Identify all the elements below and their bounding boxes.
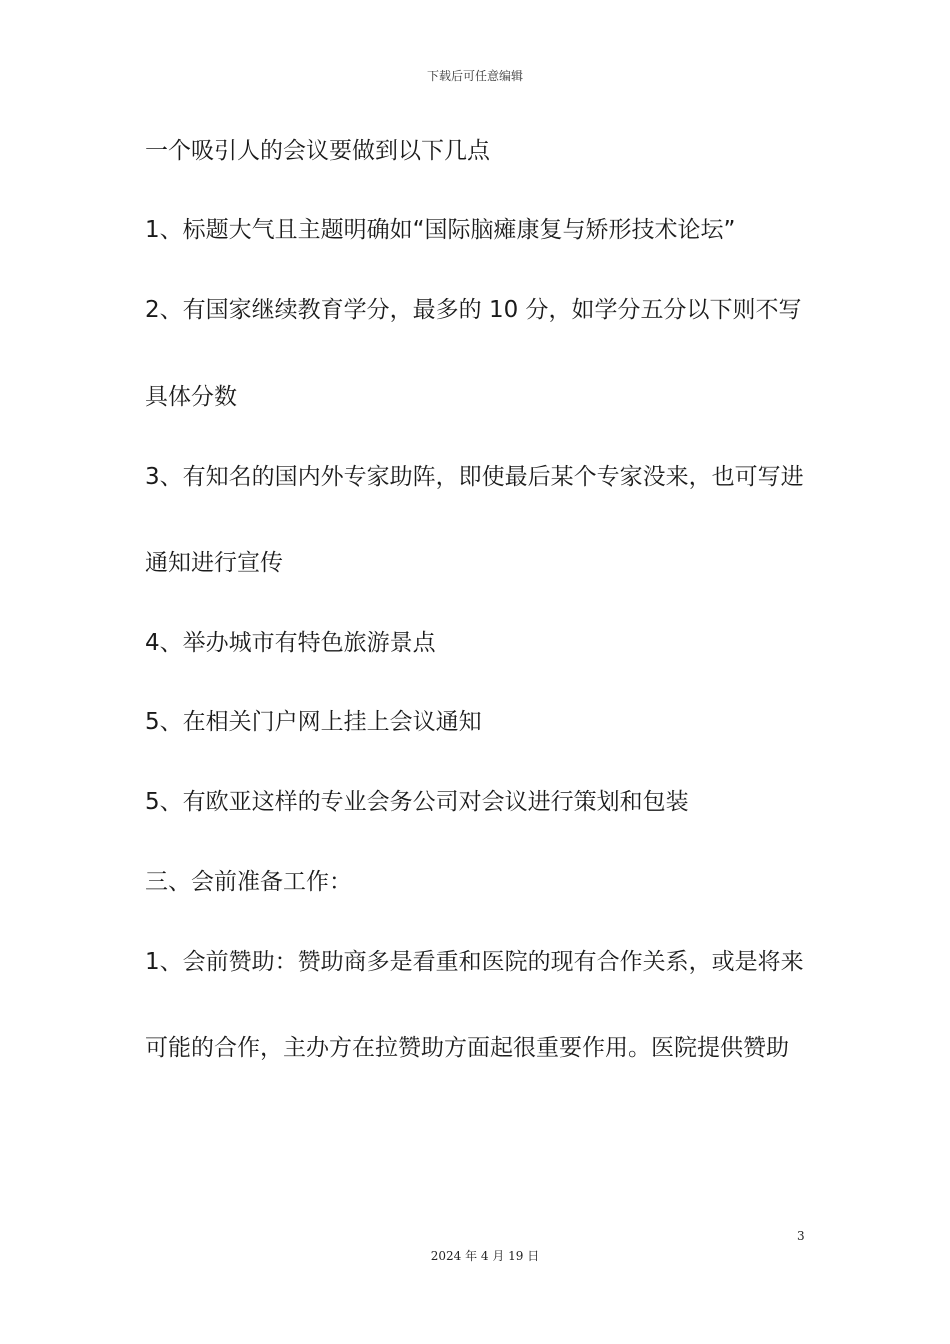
page-number: 3: [797, 1229, 805, 1243]
section-heading: 三、会前准备工作：: [145, 869, 352, 895]
sponsorship-line: 1、会前赞助：赞助商多是看重和医院的现有合作关系，或是将来: [145, 949, 804, 975]
list-item-1: 1、标题大气且主题明确如“国际脑瘫康复与矫形技术论坛”: [145, 217, 736, 243]
list-item-2-continued: 具体分数: [145, 384, 237, 410]
header-note: 下载后可任意编辑: [426, 69, 523, 83]
list-item-4: 4、举办城市有特色旅游景点: [145, 630, 436, 656]
sponsorship-line-continued: 可能的合作，主办方在拉赞助方面起很重要作用。医院提供赞助: [145, 1035, 789, 1061]
intro-line: 一个吸引人的会议要做到以下几点: [145, 138, 490, 164]
list-item-3: 3、有知名的国内外专家助阵，即使最后某个专家没来，也可写进: [145, 464, 804, 490]
list-item-3-continued: 通知进行宣传: [145, 550, 283, 576]
list-item-2: 2、有国家继续教育学分，最多的 10 分，如学分五分以下则不写: [145, 297, 802, 323]
list-item-5b: 5、有欧亚这样的专业会务公司对会议进行策划和包装: [145, 789, 689, 815]
footer-date: 2024 年 4 月 19 日: [430, 1249, 540, 1263]
list-item-5: 5、在相关门户网上挂上会议通知: [145, 709, 482, 735]
